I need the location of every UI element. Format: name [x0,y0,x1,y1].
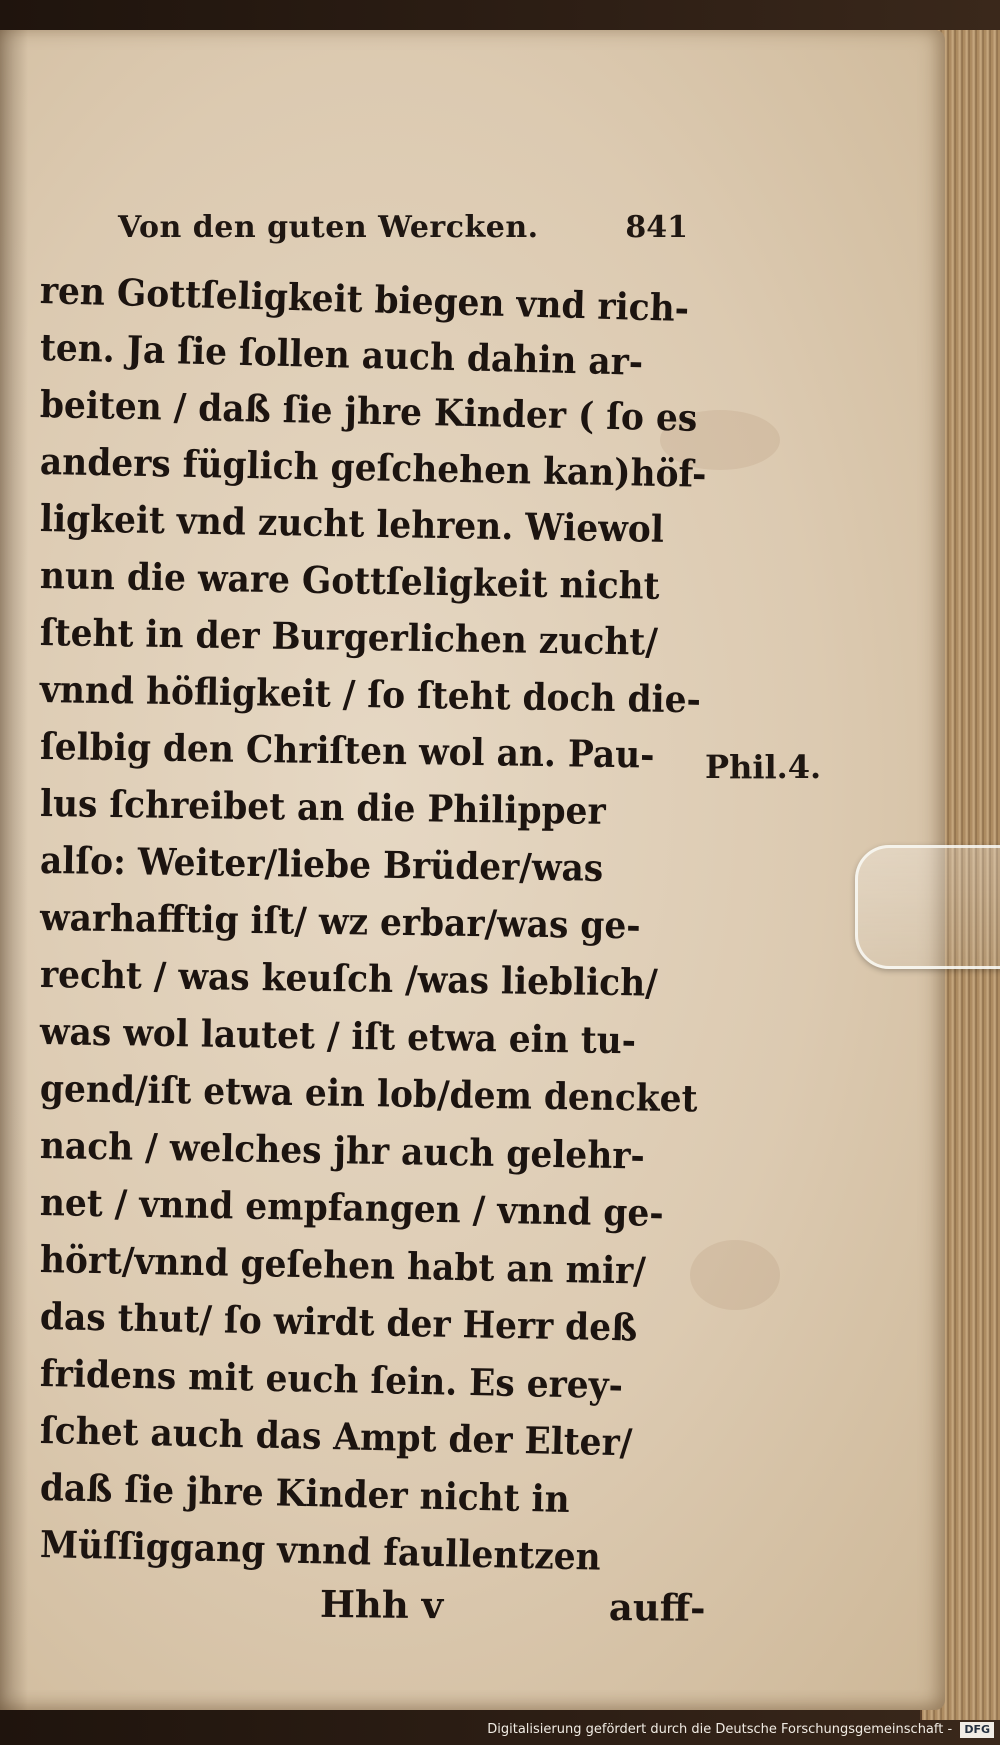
paper-stain [690,1240,780,1310]
text-line: ligkeit vnd zucht lehren. Wiewol [39,496,665,551]
text-line: ſelbig den Chriſten wol an. Pau- [39,724,655,777]
text-line: nach / welches jhr auch gelehr- [39,1123,646,1178]
signature-line [40,1573,706,1637]
text-line: beiten / daß ſie jhre Kinder ( ſo es [39,382,698,440]
digitization-credit [487,1719,994,1741]
text-line: anders füglich geſchehen kan)höf- [39,439,707,496]
page-clip [855,845,1000,969]
text-line: Müſſiggang vnnd faullentzen [39,1522,602,1579]
running-head-title: Von den guten Wercken. [118,210,539,245]
signature-mark: Hhh v [319,1581,444,1628]
text-line: lus ſchreibet an die Philipper [39,781,606,833]
text-line: vnnd höfligkeit / ſo ſteht doch die- [39,667,702,722]
text-line: ten. Ja ſie ſollen auch dahin ar- [39,325,644,384]
book-page [0,30,945,1710]
text-line: was wol lautet / iſt etwa ein tu- [39,1009,637,1063]
gutter-shadow [0,30,28,1710]
text-line: gend/iſt etwa ein lob/dem dencket [39,1066,698,1121]
folio-number: 841 [625,210,688,245]
text-line: fridens mit euch ſein. Es erey- [39,1351,624,1408]
catchword: auff- [608,1584,706,1630]
text-line: hört/vnnd geſehen habt an mir/ [39,1237,647,1293]
text-line: warhafftig iſt/ wz erbar/was ge- [39,895,641,948]
text-line: recht / was keuſch /was lieblich/ [39,952,659,1005]
text-line: ren Gottſeligkeit biegen vnd rich- [39,268,690,331]
text-line: net / vnnd empfangen / vnnd ge- [39,1180,664,1235]
digitization-credit-text: Digitalisierung gefördert durch die Deutsche Forschungsgemeinschaft - [487,1722,953,1737]
marginal-note: Phil.4. [705,748,822,786]
running-head [118,210,688,260]
text-line: ſteht in der Burgerlichen zucht/ [39,610,659,664]
text-line: daß ſie jhre Kinder nicht in [39,1465,571,1522]
body-text [39,262,707,1630]
text-line: ſchet auch das Ampt der Elter/ [39,1408,633,1465]
text-line: das thut/ ſo wirdt der Herr deß [39,1294,638,1350]
text-line: nun die ware Gottſeligkeit nicht [39,553,660,608]
text-line: alſo: Weiter/liebe Brüder/was [39,838,604,890]
dfg-logo: DFG [960,1722,994,1738]
